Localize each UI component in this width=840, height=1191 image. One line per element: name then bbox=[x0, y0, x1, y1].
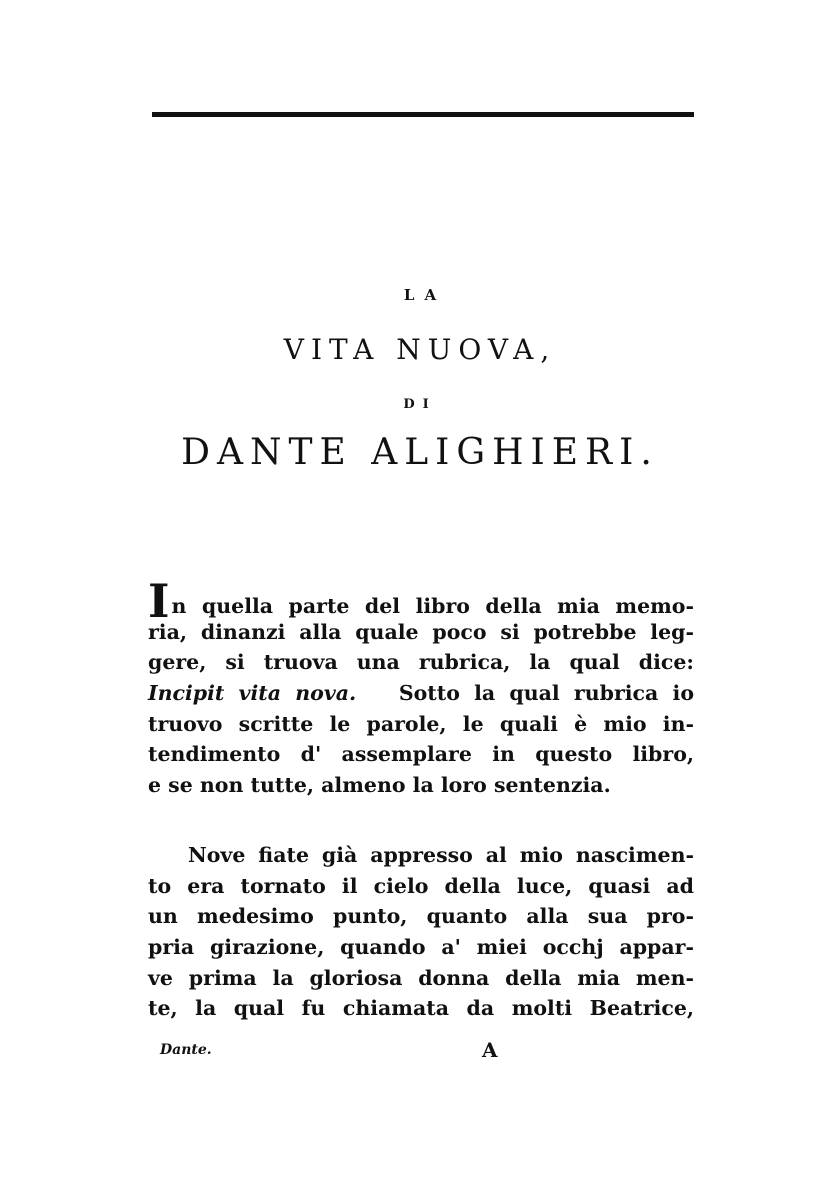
text-line: ve prima la gloriosa donna della mia men- bbox=[148, 965, 694, 990]
text-line: un medesimo punto, quanto alla sua pro- bbox=[148, 904, 694, 929]
title-article: LA bbox=[403, 286, 447, 304]
gathering-mark: A bbox=[482, 1038, 498, 1062]
text-line: In quella parte del libro della mia memo- bbox=[148, 574, 694, 628]
text-line: ria, dinanzi alla quale poco si potrebbe leg- bbox=[148, 619, 694, 644]
paragraph-1 bbox=[148, 574, 694, 801]
text-line: Nove fiate già appresso al mio nascimen- bbox=[188, 843, 694, 867]
book-title: VITA NUOVA, bbox=[283, 333, 557, 366]
text-line: gere, si truova una rubrica, la qual dice: bbox=[148, 650, 694, 675]
text-line: to era tornato il cielo della luce, quasi ad bbox=[148, 873, 694, 898]
text-line: pria girazione, quando a' miei occhj appar- bbox=[148, 935, 694, 960]
paragraph-2 bbox=[148, 840, 694, 1024]
top-rule bbox=[152, 112, 694, 117]
text-line: truovo scritte le parole, le quali è mio in- bbox=[148, 711, 694, 736]
text-line: te, la qual fu chiamata da molti Beatrice, bbox=[148, 996, 694, 1021]
title-preposition: DI bbox=[403, 397, 437, 412]
signature-mark: Dante. bbox=[160, 1042, 212, 1058]
text-line: e se non tutte, almeno la loro sentenzia. bbox=[148, 773, 611, 798]
text-line: tendimento d' assemplare in questo libro, bbox=[148, 742, 694, 767]
author-name: DANTE ALIGHIERI. bbox=[181, 432, 659, 473]
incipit-phrase: Incipit vita nova. bbox=[148, 681, 357, 706]
text-line: Incipit vita nova. Sotto la qual rubrica io bbox=[148, 681, 694, 706]
initial-letter: I bbox=[148, 574, 170, 628]
